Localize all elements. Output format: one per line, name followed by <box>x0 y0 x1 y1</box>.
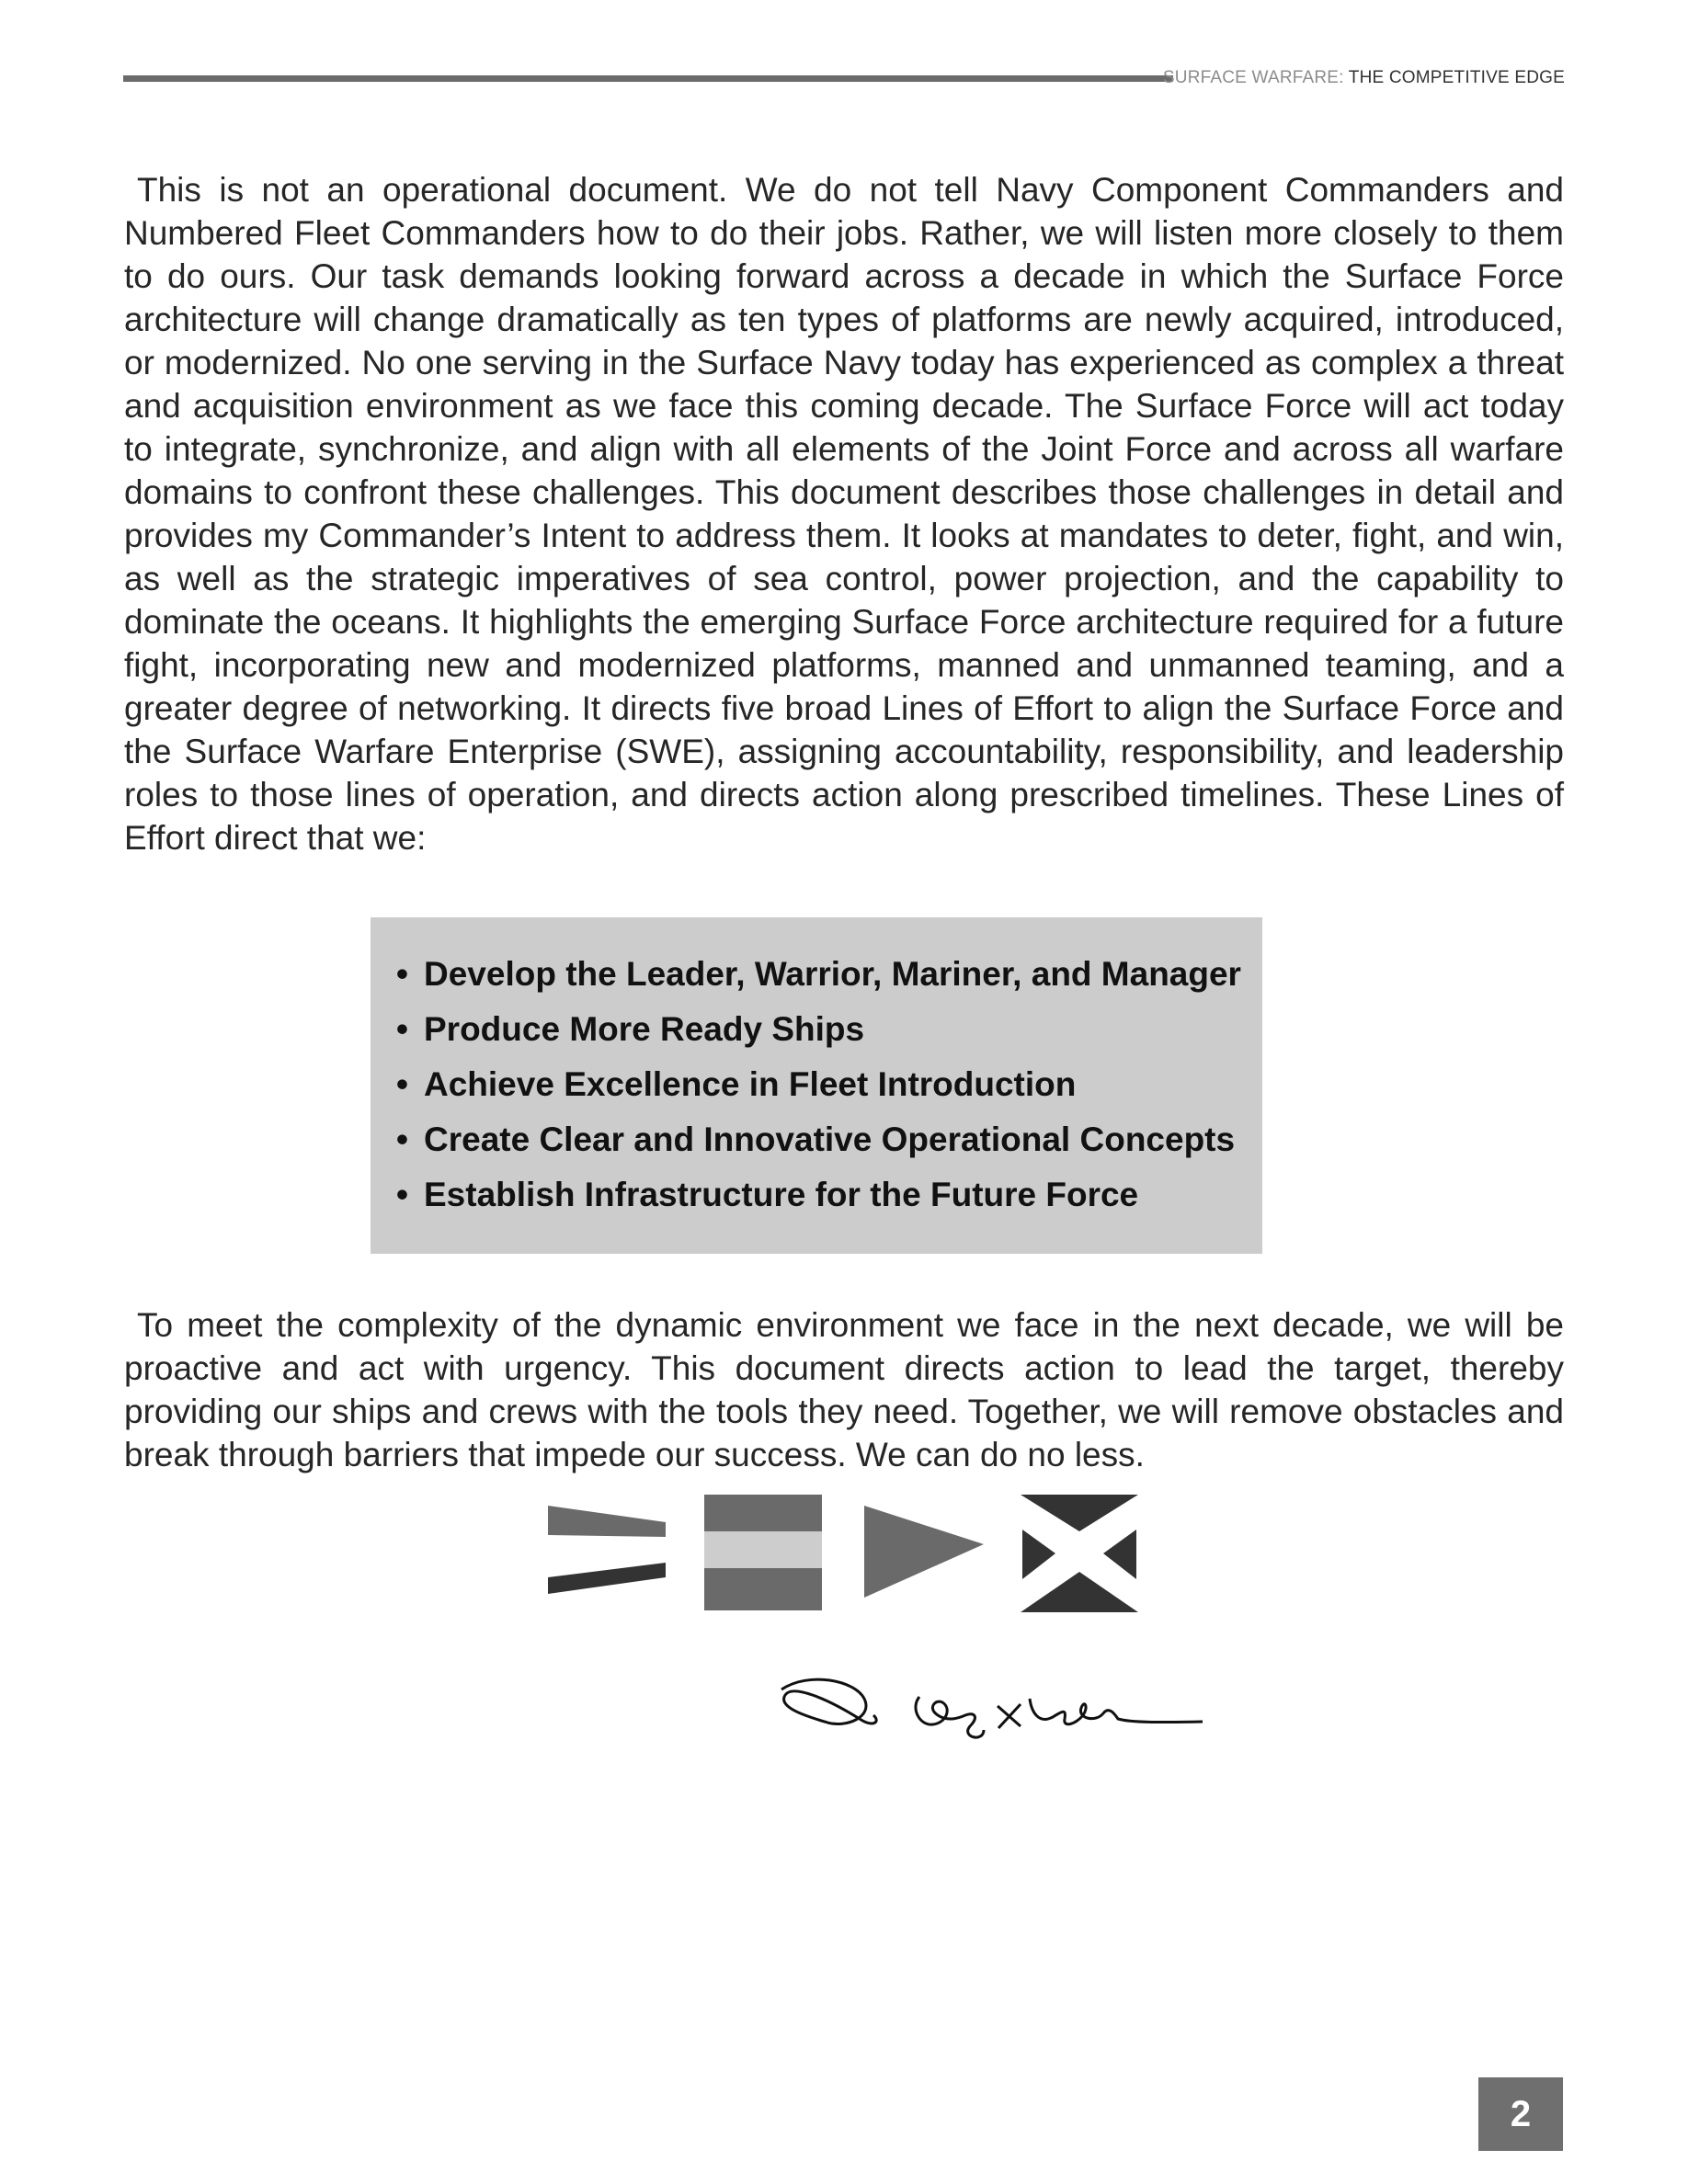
list-item: • Achieve Excellence in Fleet Introduction <box>396 1065 1077 1103</box>
signal-flags <box>548 1495 1142 1612</box>
list-item: • Create Clear and Innovative Operational Concepts <box>396 1120 1236 1158</box>
header-section-label: SURFACE WARFARE: <box>1162 68 1344 87</box>
lines-of-effort-box <box>371 917 1262 1254</box>
list-item: • Establish Infrastructure for the Future Force <box>396 1176 1139 1213</box>
saltire-flag-icon <box>1021 1495 1138 1612</box>
triangle-flag-icon <box>864 1506 984 1598</box>
page-number: 2 <box>1478 2077 1563 2151</box>
signature <box>772 1671 1208 1757</box>
header-title: THE COMPETITIVE EDGE <box>1348 68 1565 87</box>
header-rule <box>123 75 1173 82</box>
list-item: • Produce More Ready Ships <box>396 1010 865 1048</box>
closing-paragraph: To meet the complexity of the dynamic environment we face in the next decade, we will be proactive and act with urgency. This document directs action to lead the target, thereby providing our ships and crews with the tools they need. Together, we will remove obstacles and break through barriers that impede our success. We can do no less. <box>124 1306 1564 1473</box>
pennant-flag-icon <box>548 1506 666 1594</box>
lines-of-effort-list <box>396 952 1262 1228</box>
list-item: • Develop the Leader, Warrior, Mariner, and Manager <box>396 955 1241 993</box>
striped-flag-icon <box>704 1495 822 1610</box>
intro-paragraph: This is not an operational document. We do not tell Navy Component Commanders and Numbered Fleet Commanders how to do their jobs. Rather, we will listen more closely to them to do ours. Our task demands looking forward across a decade in which the Surface Force architecture will change dramatically as ten types of platforms are newly acquired, introduced, or modernized. No one serving in the Surface Navy today has experienced as complex a threat and acquisition environment as we face this coming decade. The Surface Force will act today to integrate, synchronize, and align with all elements of the Joint Force and across all warfare domains to confront these challenges. This document describes those challenges in detail and provides my Commander’s Intent to address them. It looks at mandates to deter, fight, and win, as well as the strategic imperatives of sea control, power projection, and the capability to dominate the oceans. It highlights the emerging Surface Force architecture required for a future fight, incorporating new and modernized platforms, manned and unmanned teaming, and a greater degree of networking. It directs five broad Lines of Effort to align the Surface Force and the Surface Warfare Enterprise (SWE), assigning accountability, responsibility, and leadership roles to those lines of operation, and directs action along prescribed timelines. These Lines of Effort direct that we: <box>124 171 1564 857</box>
running-header <box>1163 68 1565 88</box>
